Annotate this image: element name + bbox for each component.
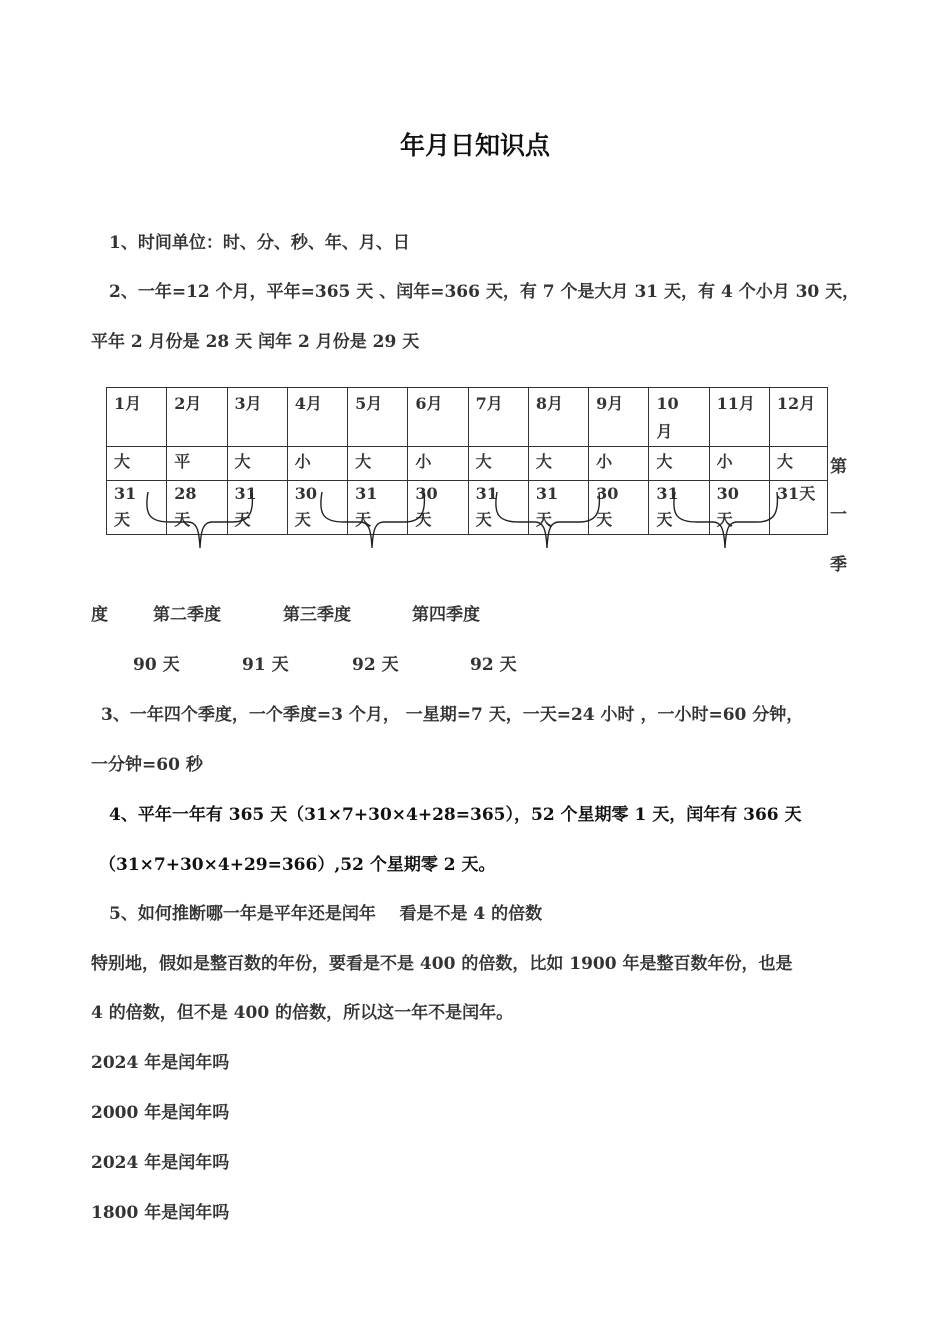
quarter-brace-3 (496, 492, 600, 548)
season-days-2: 91 天 (242, 655, 289, 675)
question-3: 2024 年是闰年吗 (91, 1153, 230, 1173)
month-cell: 5月 (348, 388, 408, 447)
season-days-4: 92 天 (470, 655, 517, 675)
quarter-brace-4 (674, 492, 778, 548)
question-1: 2024 年是闰年吗 (91, 1053, 230, 1073)
season-first-tail: 度 (91, 605, 108, 625)
days-cell: 31天 (468, 481, 528, 535)
month-cell: 11月 (709, 388, 769, 447)
month-cell: 4月 (287, 388, 347, 447)
month-cell: 10月 (649, 388, 709, 447)
month-cell: 3月 (227, 388, 287, 447)
days-cell: 31天 (348, 481, 408, 535)
type-cell: 小 (589, 447, 649, 481)
type-cell: 小 (408, 447, 468, 481)
type-cell: 平 (167, 447, 227, 481)
point-4-line-2: （31×7+30×4+29=366）,52 个星期零 2 天。 (99, 855, 496, 875)
point-6-line-2: 4 的倍数，但不是 400 的倍数，所以这一年不是闰年。 (91, 1003, 514, 1023)
question-2: 2000 年是闰年吗 (91, 1103, 230, 1123)
month-cell: 7月 (468, 388, 528, 447)
page-title: 年月日知识点 (399, 131, 550, 160)
type-cell: 大 (528, 447, 588, 481)
days-cell: 31天 (528, 481, 588, 535)
season-fourth-label: 第四季度 (412, 605, 480, 625)
question-4: 1800 年是闰年吗 (91, 1203, 230, 1223)
point-3-line-2: 一分钟=60 秒 (91, 755, 203, 775)
point-6-line-1: 特别地，假如是整百数的年份，要看是不是 400 的倍数，比如 1900 年是整百数年份，也是 (91, 954, 793, 974)
days-cell: 30天 (709, 481, 769, 535)
type-cell: 大 (649, 447, 709, 481)
days-cell: 31天 (227, 481, 287, 535)
season-first-char-1: 第 (830, 457, 847, 477)
quarter-brace-2 (321, 492, 425, 548)
type-cell: 大 (769, 447, 827, 481)
month-cell: 1月 (107, 388, 167, 447)
season-third-label: 第三季度 (283, 605, 351, 625)
days-cell: 31天 (769, 481, 827, 535)
type-cell: 大 (468, 447, 528, 481)
days-cell: 28天 (167, 481, 227, 535)
type-cell: 大 (227, 447, 287, 481)
point-4-line-1: 4、平年一年有 365 天（31×7+30×4+28=365），52 个星期零 1 天，闰年有 366 天 (109, 805, 802, 825)
month-cell: 9月 (589, 388, 649, 447)
days-cell: 31天 (649, 481, 709, 535)
type-cell: 大 (348, 447, 408, 481)
season-days-3: 92 天 (352, 655, 399, 675)
days-cell: 31天 (107, 481, 167, 535)
days-cell: 30天 (287, 481, 347, 535)
type-cell: 小 (709, 447, 769, 481)
point-2-line-1: 2、一年=12 个月，平年=365 天 、闰年=366 天，有 7 个是大月 31 天，有 4 个小月 30 天， (109, 282, 860, 302)
point-2-line-2: 平年 2 月份是 28 天 闰年 2 月份是 29 天 (91, 332, 420, 352)
type-cell: 大 (107, 447, 167, 481)
days-cell: 30天 (589, 481, 649, 535)
month-cell: 6月 (408, 388, 468, 447)
quarter-braces (0, 0, 950, 600)
point-1-time-units: 1、时间单位：时、分、秒、年、月、日 (109, 233, 410, 253)
point-5: 5、如何推断哪一年是平年还是闰年 看是不是 4 的倍数 (109, 904, 543, 924)
month-cell: 2月 (167, 388, 227, 447)
month-cell: 12月 (769, 388, 827, 447)
type-cell: 小 (287, 447, 347, 481)
season-first-char-3: 季 (830, 555, 847, 575)
month-cell: 8月 (528, 388, 588, 447)
point-3-line-1: 3、一年四个季度，一个季度=3 个月， 一星期=7 天，一天=24 小时 ，一小时=60 分钟， (101, 705, 804, 725)
season-days-1: 90 天 (133, 655, 180, 675)
season-second-label: 第二季度 (153, 605, 221, 625)
season-first-char-2: 一 (830, 505, 847, 525)
quarter-brace-1 (147, 492, 253, 548)
days-cell: 30天 (408, 481, 468, 535)
